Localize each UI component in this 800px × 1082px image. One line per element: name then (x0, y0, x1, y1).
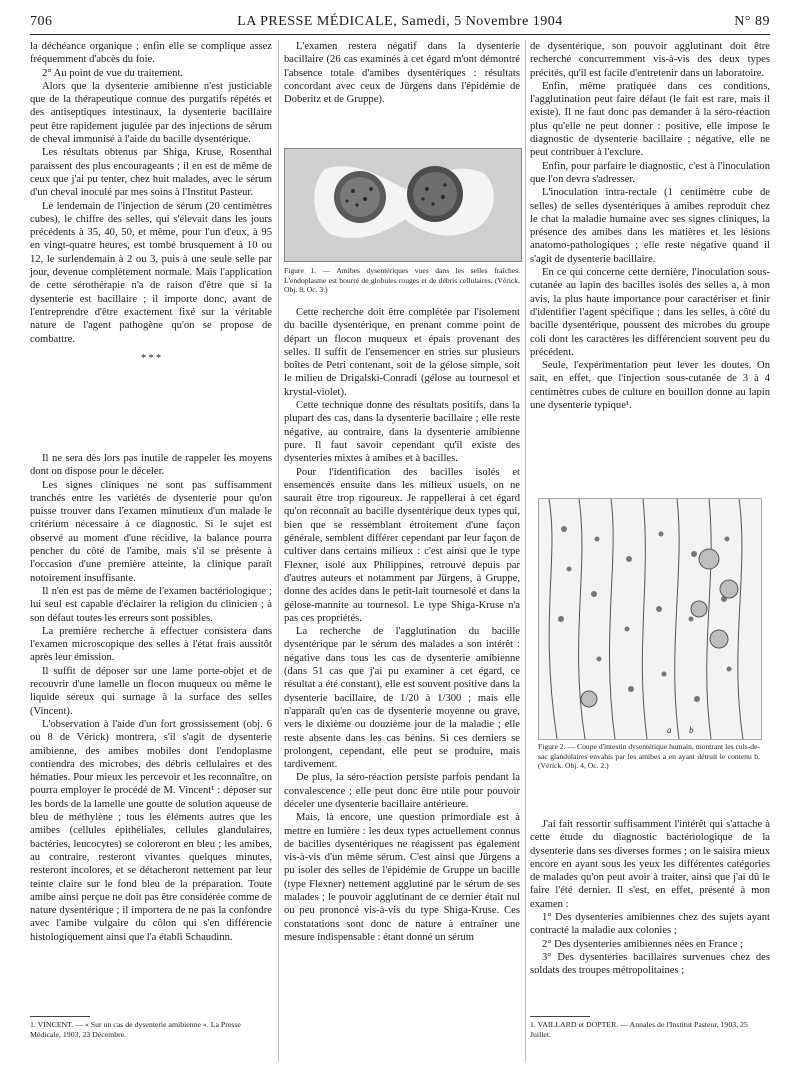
paragraph: Pour l'identification des bacilles isolés et ensemencés ensuite dans les milieux usuels, on ne saurait être trop rigoureux. Je rappellerai à cet égard qu'on reconnaît au bacille dysentérique deux types qui, bien que se ressemblant étroitement d'une façon générale, semblent différer cependant par leur façon de cultiver dans certains milieux : c'est ainsi que le type Flexner, isolé aux Philippines, retrouvé depuis par d'autres auteurs et notamment par Jürgens, à Gruppe, donne des acides dans le petit-lait tournesolé et dans la gélose-mannite au tournesol. Le type Shiga-Kruse n'a pas ces propriétés. (284, 466, 520, 624)
column-divider-1 (278, 40, 279, 1062)
paragraph: 1° Des dysenteries amibiennes chez des sujets ayant contracté la maladie aux colonies ; (530, 912, 770, 937)
paragraph: 2° Au point de vue du traitement. (42, 67, 184, 79)
paragraph: Cette recherche doit être complétée par l'isolement du bacille dysentérique, en prenant comme point de départ un flocon muqueux et épais provenant des selles. Il suffit de l'ensemencer en stries sur plusieurs boîtes de Petri contenant, soit de la gélose simple, soit le milieu de Drigalski-Conradi (gélose au tournesol et krystal-violet). (284, 307, 520, 398)
column-1-bottom (30, 452, 272, 944)
paragraph: Les résultats obtenus par Shiga, Kruse, Rosenthal paraissent des plus encourageants ; il en est de même de ceux que j'ai pu tenter, chez huit malades, avec le sérum d'un cheval inoculé par mes soins à l'Institut Pasteur. (30, 147, 272, 199)
paragraph: Seule, l'expérimentation peut lever les doutes. On sait, en effet, que l'injection sous-cutanée de 3 à 4 centimètres cubes de culture en bouillon donne au lapin une dysenterie typique¹. (530, 360, 770, 412)
figure-1-illustration (285, 149, 521, 261)
figure-1-caption: Figure 1. — Amibes dysentériques vues dans les selles fraîches. L'endoplasme est bourré de globules rouges et de débris cellulaires. (Vérick. Obj. 8, Oc. 3.) (284, 266, 520, 295)
paragraph: L'observation à l'aide d'un fort grossissement (obj. 6 ou 8 de Vérick) montrera, s'il s'agit de dysenterie amibienne, des amibes mobiles dont l'endoplasme contiendra des microbes, des débris cellulaires et des hématies. Pour mieux les percevoir et les reconnaître, on pourra employer le procédé de M. Vincent¹ : déposer sur les bords de la lamelle une goutte de solution aqueuse de bleu de méthylène ; tous les éléments autres que les amibes (cellules épithéliales, cellules glandulaires, bactéries, leucocytes) se coloreront en bleu ; les amibes, au contraire, resteront vivantes quelques minutes, resteront incolores, et se détacheront nettement par leur teinte claire sur le fond bleu de la préparation. Toute amibe ainsi perçue ne doit pas être considérée comme de nature dysentérique ; il importera de ne pas la confondre avec l'amibe vulgaire du côlon qui s'en différencie histologiquement ainsi que l'a établi Schaudinn. (30, 718, 272, 943)
paragraph: 2° Des dysenteries amibiennes nées en France ; (542, 938, 744, 950)
footnote-rule (530, 1016, 590, 1017)
paragraph: de dysentérique, son pouvoir agglutinant doit être recherché concurremment vis-à-vis des deux types précités, qu'il est facile d'entretenir dans un laboratoire. (530, 41, 770, 79)
paragraph: L'inoculation intra-rectale (1 centimètre cube de selles) de selles dysentériques à amibes reproduit chez le chat la maladie humaine avec ses signes cliniques, la présence des amibes dans les matières et les lésions anatomo-pathologiques ; elle reste négative quand il s'agit de dysenterie bacillaire. (530, 187, 770, 265)
paragraph: L'examen restera négatif dans la dysenterie bacillaire (26 cas examinés à cet égard m'ont démontré l'absence totale d'amibes dysentériques : résultats concordant avec ceux de Jürgens dans l'épidémie de Doberitz et de Gruppe). (284, 41, 520, 106)
column-divider-2 (525, 40, 526, 1062)
footnote: 1. VAILLARD et DOPTER. — Annales de l'Institut Pasteur, 1903, 25 Juillet. (530, 1020, 748, 1039)
paragraph: De plus, la séro-réaction persiste parfois pendant la convalescence ; elle peut donc être utile pour pouvoir déceler une dysenterie bacillaire antérieure. (284, 772, 520, 810)
paragraph: Enfin, même pratiquée dans ces conditions, l'agglutination peut faire défaut (le fait est rare, mais il existe). Il ne faut donc pas demander à la séro-réaction plus qu'elle ne peut donner : positive, elle impose le diagnostic de dysenterie bacillaire ; négative, elle ne peut contribuer à l'exclure. (530, 80, 770, 159)
paragraph: Le lendemain de l'injection de sérum (20 centimètres cubes), le chiffre des selles, qui s'élevait dans les jours précédents à 35, 40, 50, et même, pour l'un d'eux, à 95 en vingt-quatre heures, est tombé brusquement à 10 ou 12, le surlendemain à 2 ou 3, puis à une seule selle par jour, devenue complètement normale. Mais l'application de cette sérothérapie n'a de raison d'être que si la dysenterie est bacillaire ; il importe donc, avant de l'entreprendre d'être exactement fixé sur la véritable nature de l'agent pathogène qu'on se propose de combattre. (30, 200, 272, 345)
header-rule (30, 34, 770, 35)
paragraph: 3° Des dysenteries bacillaires survenues chez des soldats des troupes métropolitaines ; (530, 951, 770, 977)
figure-2-illustration (539, 499, 761, 739)
paragraph: Il suffit de déposer sur une lame porte-objet et de recouvrir d'une lamelle un flocon muqueux ou même le liquide séreux qui surnage à la surface des selles (Vincent). (30, 665, 272, 717)
column-2-top (284, 40, 520, 106)
column-3-top (530, 40, 770, 412)
paragraph: La première recherche à effectuer consistera dans l'examen microscopique des selles à l'état frais aussitôt après leur émission. (30, 625, 272, 664)
paragraph: En ce qui concerne cette dernière, l'inoculation sous-cutanée au lapin des bacilles isolés des selles a, à mon avis, la plus haute importance pour caractériser et finir d'identifier l'agent spécifique ; dans les selles, à côté du bacille dysentérique, poussent des microbes du groupe coli dont les caractères les différencient souvent peu du précédent. (530, 267, 770, 358)
figure-2-intestine-section-image (538, 498, 762, 740)
figure-2-label-b: b (689, 725, 694, 735)
column-3-bottom (530, 818, 770, 978)
figure-2-label-a: a (667, 725, 672, 735)
figure-1-amoebae-image (284, 148, 522, 262)
paragraph: J'ai fait ressortir suffisamment l'intérêt qui s'attache à cette étude du diagnostic bactériologique de la dysenterie dans ses diverses formes ; on le saisira mieux encore en ayant sous les yeux les différentes catégories de malades qu'on peut avoir à traiter, ainsi que j'ai dû le faire l'été dernier. Il s'est, en effet, présenté à mon examen : (530, 819, 770, 910)
column-1-top (30, 40, 272, 369)
paragraph: La recherche de l'agglutination du bacille dysentérique par le sérum des malades a son intérêt : négative dans tous les cas de dysenterie amibienne (dans 51 cas que j'ai pu examiner à cet égard, ce résultat a été constant), elle est souvent positive dans la dysenterie bacillaire, de 1/20 à 1/300 ; mais elle n'apparaît qu'en cas de dysenterie moyenne ou grave, vers le dixième ou douzième jour de la maladie ; elle reste absente dans les cas bénins. Si ces derniers se prolongent, cependant, elle peut se produire, mais tardivement. (284, 626, 520, 771)
paragraph: Il ne sera dès lors pas inutile de rappeler les moyens dont on dispose pour le déceler. (30, 453, 272, 478)
paragraph: Cette technique donne des résultats positifs, dans la plupart des cas, dans la dysenterie bacillaire ; elle reste négative, au contraire, dans la dysenterie amibienne pure. Il faut savoir cependant qu'il existe des dysenteries mixtes à amibes et à bacilles. (284, 400, 520, 465)
issue-number: N° 89 (734, 14, 770, 29)
paragraph: Il n'en est pas de même de l'examen bactériologique ; lui seul est capable d'éclairer la religion du clinicien ; à son défaut toutes les erreurs sont possibles. (30, 585, 272, 624)
paragraph: Les signes cliniques ne sont pas suffisamment tranchés entre les variétés de dysenterie pour qu'on puisse trouver dans l'examen minutieux d'un malade le critérium nécessaire à ce diagnostic. Si le sujet est observé au moment d'une récidive, la balance pourra pencher du côté de l'amibe, mais s'il se présente à l'occasion d'une première atteinte, la clinique paraît notoirement insuffisante. (30, 479, 272, 584)
page-number: 706 (30, 14, 53, 29)
footnote-rule (30, 1016, 90, 1017)
paragraph: Alors que la dysenterie amibienne n'est justiciable que de la thérapeutique connue des purgatifs répétés et des antiseptiques intestinaux, la dysenterie bacillaire peut être rapidement jugulée par des injections de sérum de cheval immunisé à l'aide du bacille dysentérique. (30, 80, 272, 146)
section-separator: * * * (141, 352, 161, 364)
footnote: 1. VINCENT. — « Sur un cas de dysenterie amibienne ». La Presse Médicale, 1903, 23 Décembre. (30, 1020, 241, 1039)
column-2-bottom (284, 306, 520, 944)
paragraph: la déchéance organique ; enfin elle se complique assez fréquemment d'abcès du foie. (30, 41, 272, 66)
page-header (30, 14, 770, 34)
paragraph: Mais, là encore, une question primordiale est à mettre en lumière : les deux types actuellement connus de bacilles dysentériques ne réagissent pas également vis-à-vis d'un même sérum. C'est ainsi que Jürgens a pu isoler des selles de l'épidémie de Gruppe un bacille (type Flexner) nettement agglutiné par le sérum de ses malades ; le pouvoir agglutinant de ce dernier était nul ou peu prononcé vis-à-vis du type Shiga-Kruse. Ces constatations sont donc de nature à entraîner une mesure indispensable : étant donné un sérum (284, 812, 520, 943)
paragraph: Enfin, pour parfaire le diagnostic, c'est à l'inoculation que l'on devra s'adresser. (530, 160, 770, 185)
journal-title: LA PRESSE MÉDICALE, Samedi, 5 Novembre 1904 (237, 14, 563, 29)
figure-2-caption: Figure 2. — Coupe d'intestin dysentérique humain, montrant les culs-de-sac glandulaires envahis par les amibes a en ayant détruit le contenu b. (Vérick. Obj. 4, Oc. 2.) (538, 742, 760, 771)
